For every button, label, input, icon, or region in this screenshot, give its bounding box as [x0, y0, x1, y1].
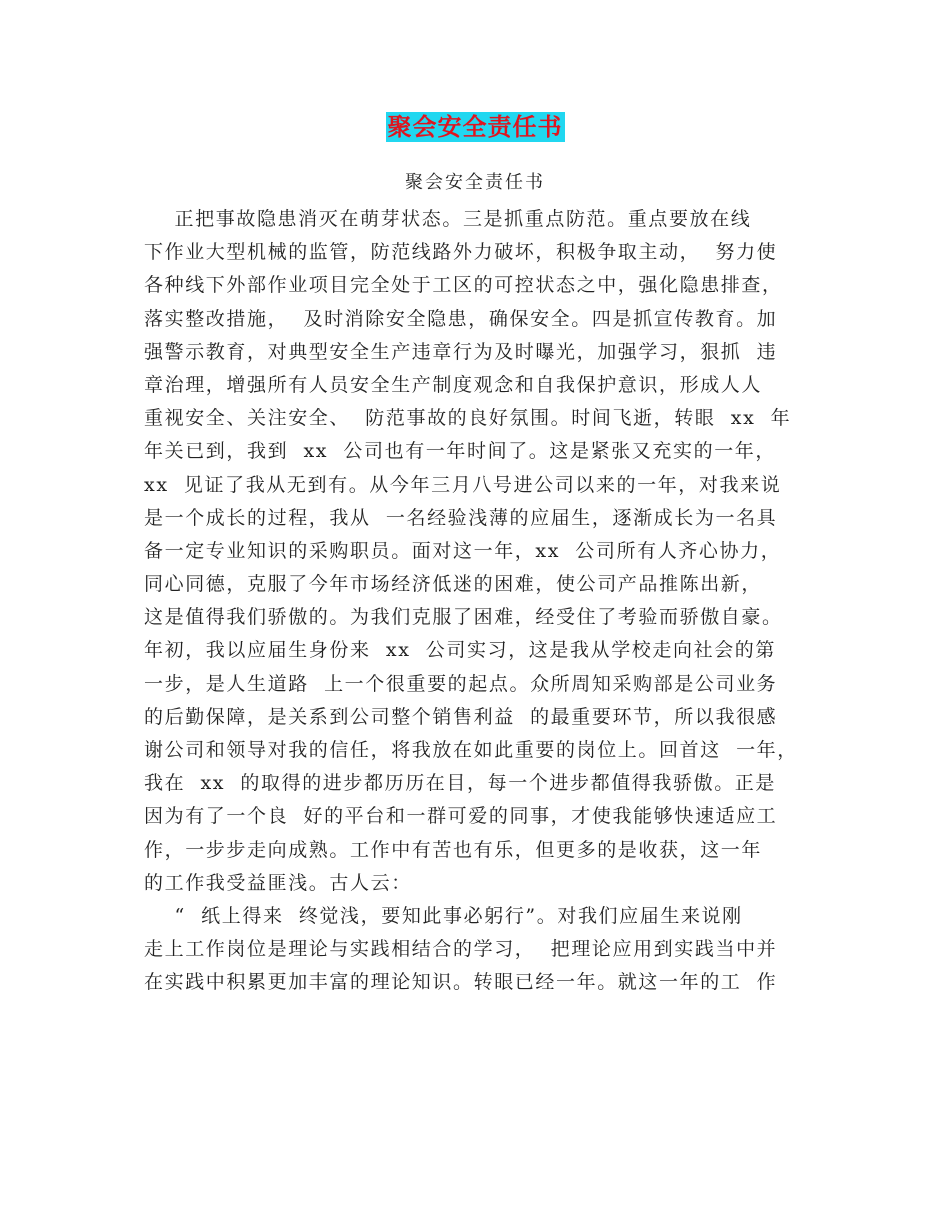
document-title: 聚会安全责任书: [387, 112, 563, 141]
title-container: [0, 112, 950, 142]
paragraph-line: 走上工作岗位是理论与实践相结合的学习， 把理论应用到实践当中并: [144, 938, 778, 961]
paragraph-line: 作，一步步走向成熟。工作中有苦也有乐，但更多的是收获，这一年: [144, 838, 763, 861]
paragraph-line: 强警示教育，对典型安全生产违章行为及时曝光，加强学习，狠抓 违: [144, 340, 778, 363]
paragraph-line: 谢公司和领导对我的信任，将我放在如此重要的岗位上。回首这 一年，: [144, 739, 798, 761]
paragraph-line: 年关已到，我到 xx 公司也有一年时间了。这是紧张又充实的一年，: [144, 440, 776, 463]
paragraph-line: 这是值得我们骄傲的。为我们克服了困难，经受住了考验而骄傲自豪。: [144, 606, 783, 629]
paragraph-line: 同心同德，克服了今年市场经济低迷的困难，使公司产品推陈出新，: [144, 573, 763, 596]
document-body: [144, 203, 824, 1000]
paragraph-line: “ 纸上得来 终觉浅，要知此事必躬行”。对我们应届生来说刚: [144, 904, 743, 927]
document-subtitle: 聚会安全责任书: [405, 172, 545, 193]
paragraph-line: 的后勤保障，是关系到公司整个销售利益 的最重要环节，所以我很感: [144, 705, 778, 728]
paragraph-line: 章治理，增强所有人员安全生产制度观念和自我保护意识，形成人人: [144, 373, 763, 396]
paragraph-line: 因为有了一个良 好的平台和一群可爱的同事，才使我能够快速适应工: [144, 805, 778, 828]
paragraph-line: 各种线下外部作业项目完全处于工区的可控状态之中，强化隐患排查，: [144, 274, 783, 297]
paragraph-line: 在实践中积累更加丰富的理论知识。转眼已经一年。就这一年的工 作: [144, 971, 778, 994]
paragraph-line: 我在 xx 的取得的进步都历历在目，每一个进步都值得我骄傲。正是: [144, 772, 776, 795]
paragraph-line: 年初，我以应届生身份来 xx 公司实习，这是我从学校走向社会的第: [144, 639, 776, 662]
paragraph-line: 正把事故隐患消灭在萌芽状态。三是抓重点防范。重点要放在线: [144, 208, 752, 230]
paragraph-line: 重视安全、关注安全、 防范事故的良好氛围。时间飞逝，转眼 xx 年: [144, 407, 792, 430]
paragraph-line: 的工作我受益匪浅。古人云：: [144, 871, 412, 894]
paragraph-line: 一步，是人生道路 上一个很重要的起点。众所周知采购部是公司业务: [144, 672, 778, 695]
paragraph-line: 备一定专业知识的采购职员。面对这一年，xx 公司所有人齐心协力，: [144, 539, 782, 562]
paragraph-line: xx 见证了我从无到有。从今年三月八号进公司以来的一年，对我来说: [144, 473, 782, 496]
paragraph-line: 下作业大型机械的监管，防范线路外力破坏，积极争取主动， 努力使: [144, 241, 778, 264]
paragraph-line: 落实整改措施， 及时消除安全隐患，确保安全。四是抓宣传教育。加: [144, 307, 778, 330]
paragraph-line: 是一个成长的过程，我从 一名经验浅薄的应届生，逐渐成长为一名具: [144, 506, 778, 529]
